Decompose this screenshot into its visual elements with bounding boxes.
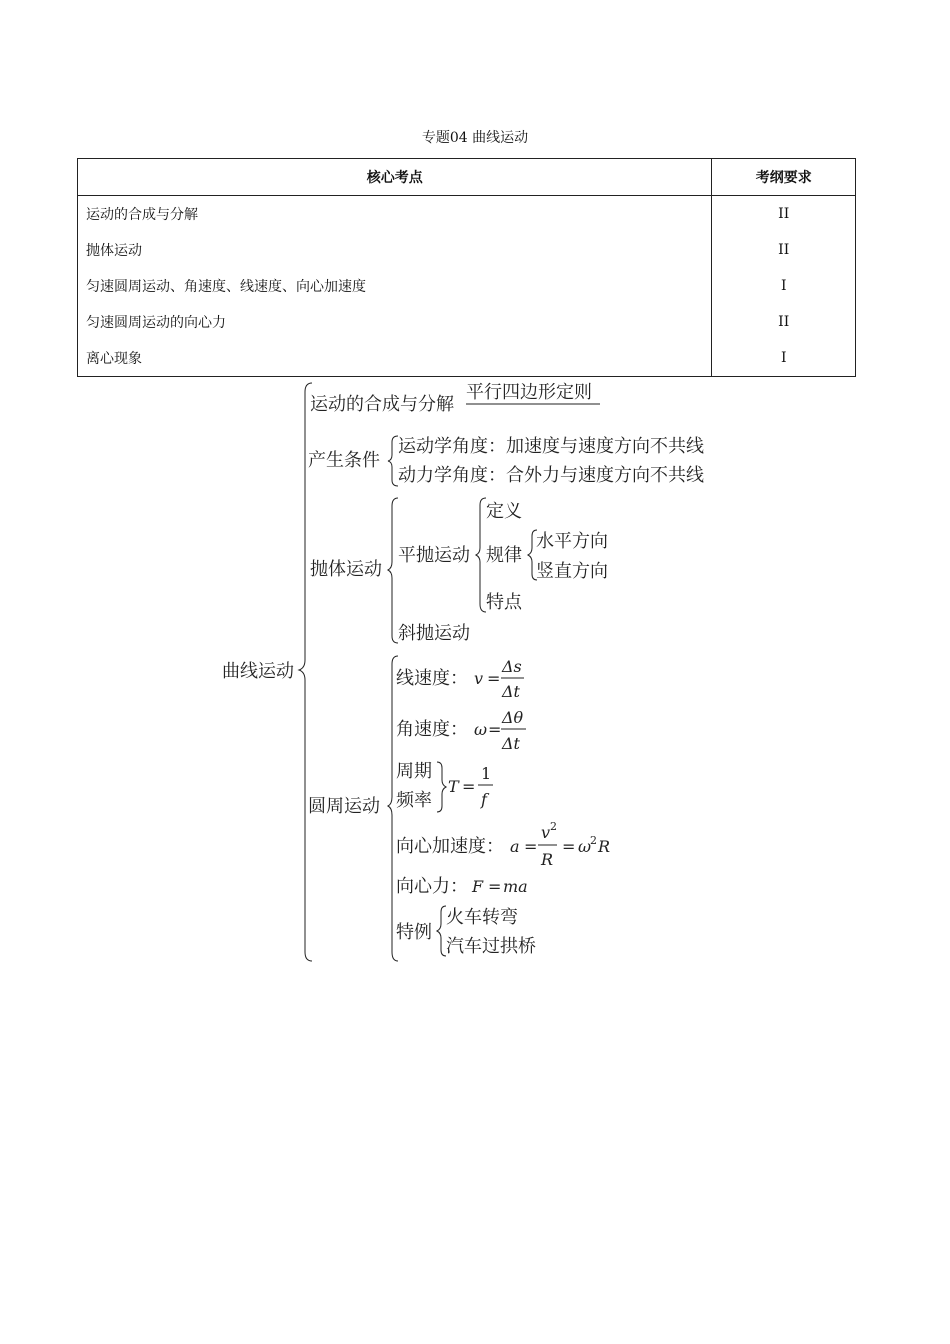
level-cell: I (712, 268, 856, 304)
accel-R: R (598, 837, 611, 856)
period-denominator: f (481, 790, 487, 809)
level-cell: II (712, 304, 856, 340)
period-numerator: 1 (481, 764, 492, 783)
angular-velocity-denominator: Δt (502, 734, 520, 753)
flat-feature: 特点 (486, 592, 522, 613)
branch-condition: 产生条件 (308, 450, 380, 471)
flat-definition: 定义 (486, 501, 522, 522)
force-ma: ma (503, 877, 528, 896)
flat-projectile: 平抛运动 (398, 545, 470, 566)
accel-omega-exponent: 2 (590, 834, 597, 847)
oblique-projectile: 斜抛运动 (398, 623, 470, 644)
linear-velocity-label: 线速度： (396, 668, 468, 689)
level-cell: I (712, 340, 856, 377)
branch-projectile: 抛体运动 (310, 559, 382, 580)
topic-cell: 匀速圆周运动的向心力 (78, 304, 712, 340)
centripetal-force-label: 向心力： (396, 876, 468, 897)
linear-velocity-v: v (474, 669, 484, 688)
equals-sign: = (488, 720, 502, 739)
condition-dynamics: 动力学角度：合外力与速度方向不共线 (398, 465, 704, 486)
flat-brace (476, 498, 486, 612)
frequency-label: 频率 (396, 790, 432, 811)
equals-sign: = (462, 777, 476, 796)
flat-law: 规律 (486, 545, 522, 566)
equals-sign: = (524, 837, 538, 856)
force-F: F (472, 877, 484, 896)
example-car-over-bridge: 汽车过拱桥 (446, 936, 536, 957)
example-train-turning: 火车转弯 (446, 907, 518, 928)
root-label: 曲线运动 (222, 661, 294, 682)
equals-sign: = (562, 837, 576, 856)
accel-omega: ω (578, 837, 592, 856)
topic-cell: 离心现象 (78, 340, 712, 377)
angular-velocity-numerator: Δθ (502, 708, 524, 727)
special-case-brace (437, 906, 446, 956)
topic-cell: 匀速圆周运动、角速度、线速度、向心加速度 (78, 268, 712, 304)
period-T: T (448, 777, 459, 796)
accel-a: a (510, 837, 520, 856)
linear-velocity-numerator: Δs (502, 657, 522, 676)
projectile-brace (388, 498, 398, 643)
branch-circular: 圆周运动 (308, 796, 380, 817)
topic-cell: 抛体运动 (78, 232, 712, 268)
condition-kinematics: 运动学角度：加速度与速度方向不共线 (398, 436, 704, 457)
header-core-topic: 核心考点 (78, 159, 712, 196)
equals-sign: = (488, 877, 502, 896)
linear-velocity-denominator: Δt (502, 682, 520, 701)
branch-composition: 运动的合成与分解 (310, 394, 454, 415)
special-case-label: 特例 (396, 922, 432, 943)
law-vertical: 竖直方向 (536, 561, 608, 582)
topic-cell: 运动的合成与分解 (78, 196, 712, 233)
accel-denominator: R (541, 850, 554, 869)
accel-numerator: v (541, 823, 551, 842)
equals-sign: = (487, 669, 501, 688)
level-cell: II (712, 232, 856, 268)
centripetal-acceleration-label: 向心加速度： (396, 836, 504, 857)
condition-brace (388, 436, 398, 486)
rule-parallelogram: 平行四边形定则 (466, 382, 592, 403)
angular-velocity-omega: ω (474, 720, 488, 739)
accel-exponent: 2 (550, 820, 557, 833)
page-title: 专题04 曲线运动 (421, 130, 529, 146)
level-cell: II (712, 196, 856, 233)
angular-velocity-label: 角速度： (396, 719, 468, 740)
law-horizontal: 水平方向 (536, 531, 608, 552)
period-label: 周期 (396, 761, 432, 782)
period-brace (437, 762, 446, 812)
header-requirement: 考纲要求 (712, 159, 856, 196)
